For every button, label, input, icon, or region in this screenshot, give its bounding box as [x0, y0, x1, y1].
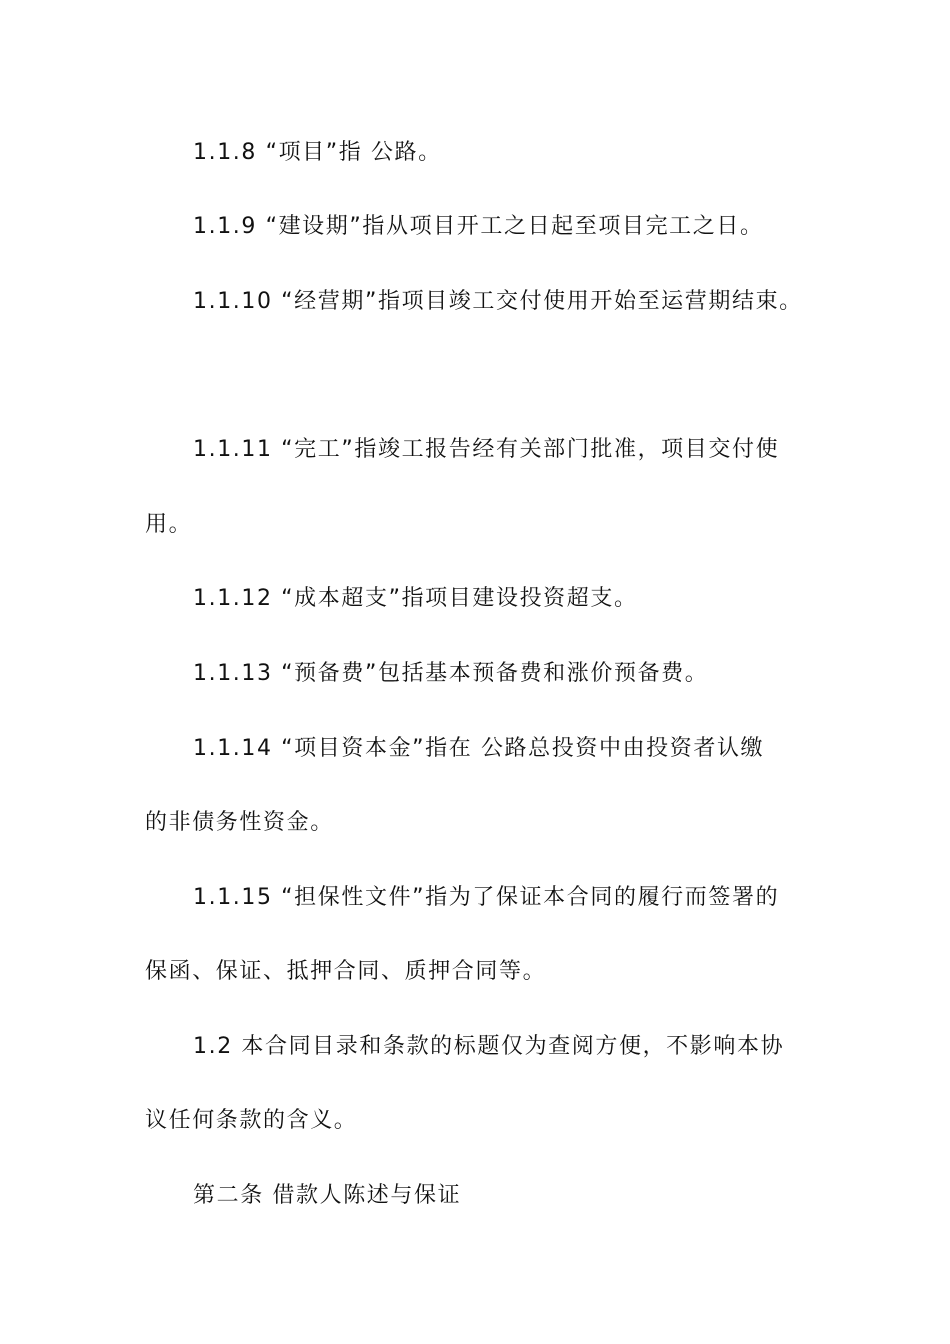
- clause-1-1-15-continued: 保函、保证、抵押合同、质押合同等。: [145, 959, 547, 984]
- clause-1-1-11-continued: 用。: [145, 512, 193, 537]
- clause-1-1-9: 1.1.9 “建设期”指从项目开工之日起至项目完工之日。: [193, 214, 764, 239]
- clause-1-2-continued: 议任何条款的含义。: [145, 1108, 358, 1133]
- clause-1-1-15: 1.1.15 “担保性文件”指为了保证本合同的履行而签署的: [193, 885, 780, 910]
- clause-1-1-13: 1.1.13 “预备费”包括基本预备费和涨价预备费。: [193, 661, 709, 686]
- clause-1-1-8: 1.1.8 “项目”指 公路。: [193, 140, 442, 165]
- clause-1-1-10: 1.1.10 “经营期”指项目竣工交付使用开始至运营期结束。: [193, 289, 803, 314]
- clause-1-1-14-continued: 的非债务性资金。: [145, 810, 334, 835]
- clause-1-2: 1.2 本合同目录和条款的标题仅为查阅方便，不影响本协: [193, 1034, 785, 1059]
- article-2-heading: 第二条 借款人陈述与保证: [193, 1183, 462, 1208]
- clause-1-1-11: 1.1.11 “完工”指竣工报告经有关部门批准，项目交付使: [193, 437, 780, 462]
- clause-1-1-14: 1.1.14 “项目资本金”指在 公路总投资中由投资者认缴: [193, 736, 765, 761]
- clause-1-1-12: 1.1.12 “成本超支”指项目建设投资超支。: [193, 586, 638, 611]
